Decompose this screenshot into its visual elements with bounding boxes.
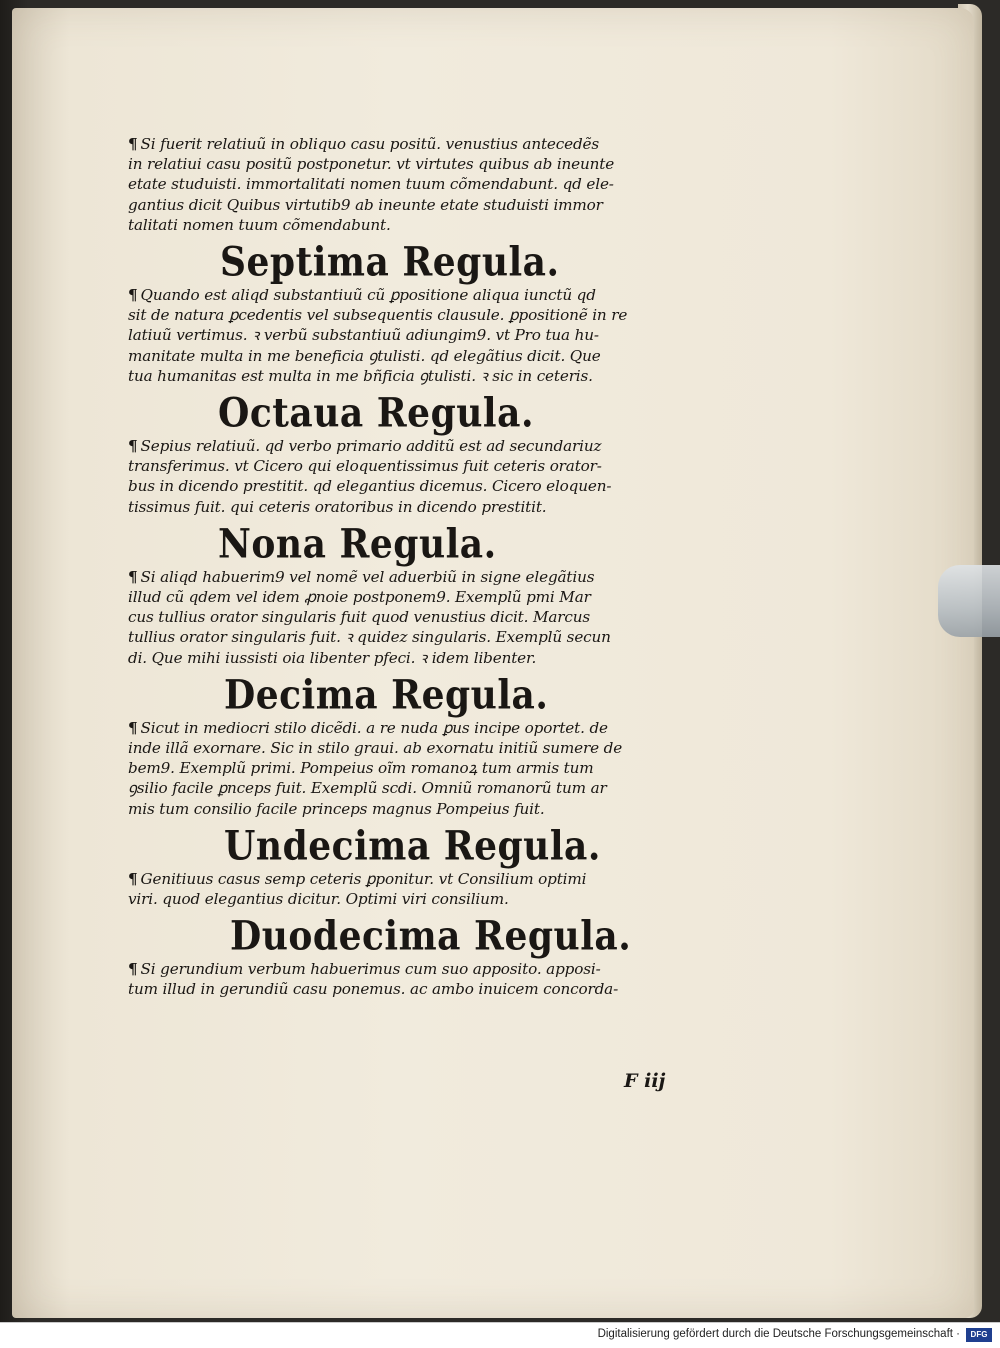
paragraph-2: ¶ Quando est aliqd substantiuũ cũ ꝑpositione aliqua iunctũ qd sit de natura ꝑcedentis vel subsequentis clausule. ꝑpositionẽ in re latiuũ vertimus. ꝛ verbũ substantiuũ adiungim9. vt Pro tua hu- manitate multa in me beneficia ꝯtulisti. qd elegãtius dicit. Que tua humanitas est multa in me bñficia ꝯtulisti. ꝛ sic in ceteris.: [128, 286, 628, 385]
heading-duodecima-regula: Duodecima Regula.: [230, 912, 632, 960]
heading-septima-regula: Septima Regula.: [220, 238, 560, 286]
pilcrow-mark: ¶: [128, 135, 138, 153]
book-page: [12, 8, 974, 1318]
signature-mark: F iij: [624, 1070, 666, 1092]
paragraph-3: ¶ Sepius relatiuũ. qd verbo primario additũ est ad secundariuz transferimus. vt Cicero qui eloquentissimus fuit ceteris orator- bus in dicendo prestitit. qd elegantius dicemus. Cicero eloquen- tissimus fuit. qui ceteris oratoribus in dicendo prestitit.: [128, 437, 612, 516]
paragraph-7: ¶ Si gerundium verbum habuerimus cum suo apposito. apposi- tum illud in gerundiũ casu ponemus. ac ambo inuicem concorda-: [128, 960, 619, 999]
footer-credit: Digitalisierung gefördert durch die Deutsche Forschungsgemeinschaft ·: [597, 1328, 960, 1340]
heading-undecima-regula: Undecima Regula.: [224, 822, 601, 870]
pilcrow-mark: ¶: [128, 437, 138, 456]
pilcrow-mark: ¶: [128, 718, 138, 737]
pilcrow-mark: ¶: [128, 869, 138, 888]
text-block: [128, 134, 688, 1000]
heading-nona-regula: Nona Regula.: [218, 520, 497, 568]
pilcrow-mark: ¶: [128, 286, 138, 305]
paragraph-1: ¶ Si fuerit relatiuũ in obliquo casu positũ. venustius antecedẽs in relatiui casu positũ postponetur. vt virtutes quibus ab ineunte etate studuisti. immortalitati nomen tuum cõmendabunt. qd ele- gantius dicit Quibus virtutib9 ab ineunte etate studuisti immor talitati nomen tuum cõmendabunt.: [128, 135, 615, 234]
pilcrow-mark: ¶: [128, 567, 138, 586]
dfg-logo[interactable]: DFG: [966, 1328, 992, 1342]
paragraph-6: ¶ Genitiuus casus semp ceteris ꝑponitur. vt Consilium optimi viri. quod elegantius dicitur. Optimi viri consilium.: [128, 869, 587, 909]
heading-octaua-regula: Octaua Regula.: [218, 389, 534, 437]
paragraph-4: ¶ Si aliqd habuerim9 vel nomẽ vel aduerbiũ in signe elegãtius illud cũ qdem vel idem ꝓnoie postponem9. Exemplũ pmi Mar cus tullius orator singularis fuit quod venustius dicit. Marcus tullius orator singularis fuit. ꝛ quidez singularis. Exemplũ secun di. Que mihi iussisti oia libenter pfeci. ꝛ idem libenter.: [128, 567, 611, 667]
paragraph-5: ¶ Sicut in mediocri stilo dicẽdi. a re nuda ꝑus incipe oportet. de inde illã exornare. Sic in stilo graui. ab exornatu initiũ sumere de bem9. Exemplũ primi. Pompeius oĩm romanoꝝ tum armis tum ꝯsilio facile ꝑnceps fuit. Exemplũ scdi. Omniũ romanorũ tum ar mis tum consilio facile princeps magnus Pompeius fuit.: [128, 718, 623, 818]
footer-bar: [0, 1322, 1000, 1348]
page-clip: [938, 565, 1000, 637]
pilcrow-mark: ¶: [128, 960, 138, 979]
heading-decima-regula: Decima Regula.: [224, 671, 549, 719]
